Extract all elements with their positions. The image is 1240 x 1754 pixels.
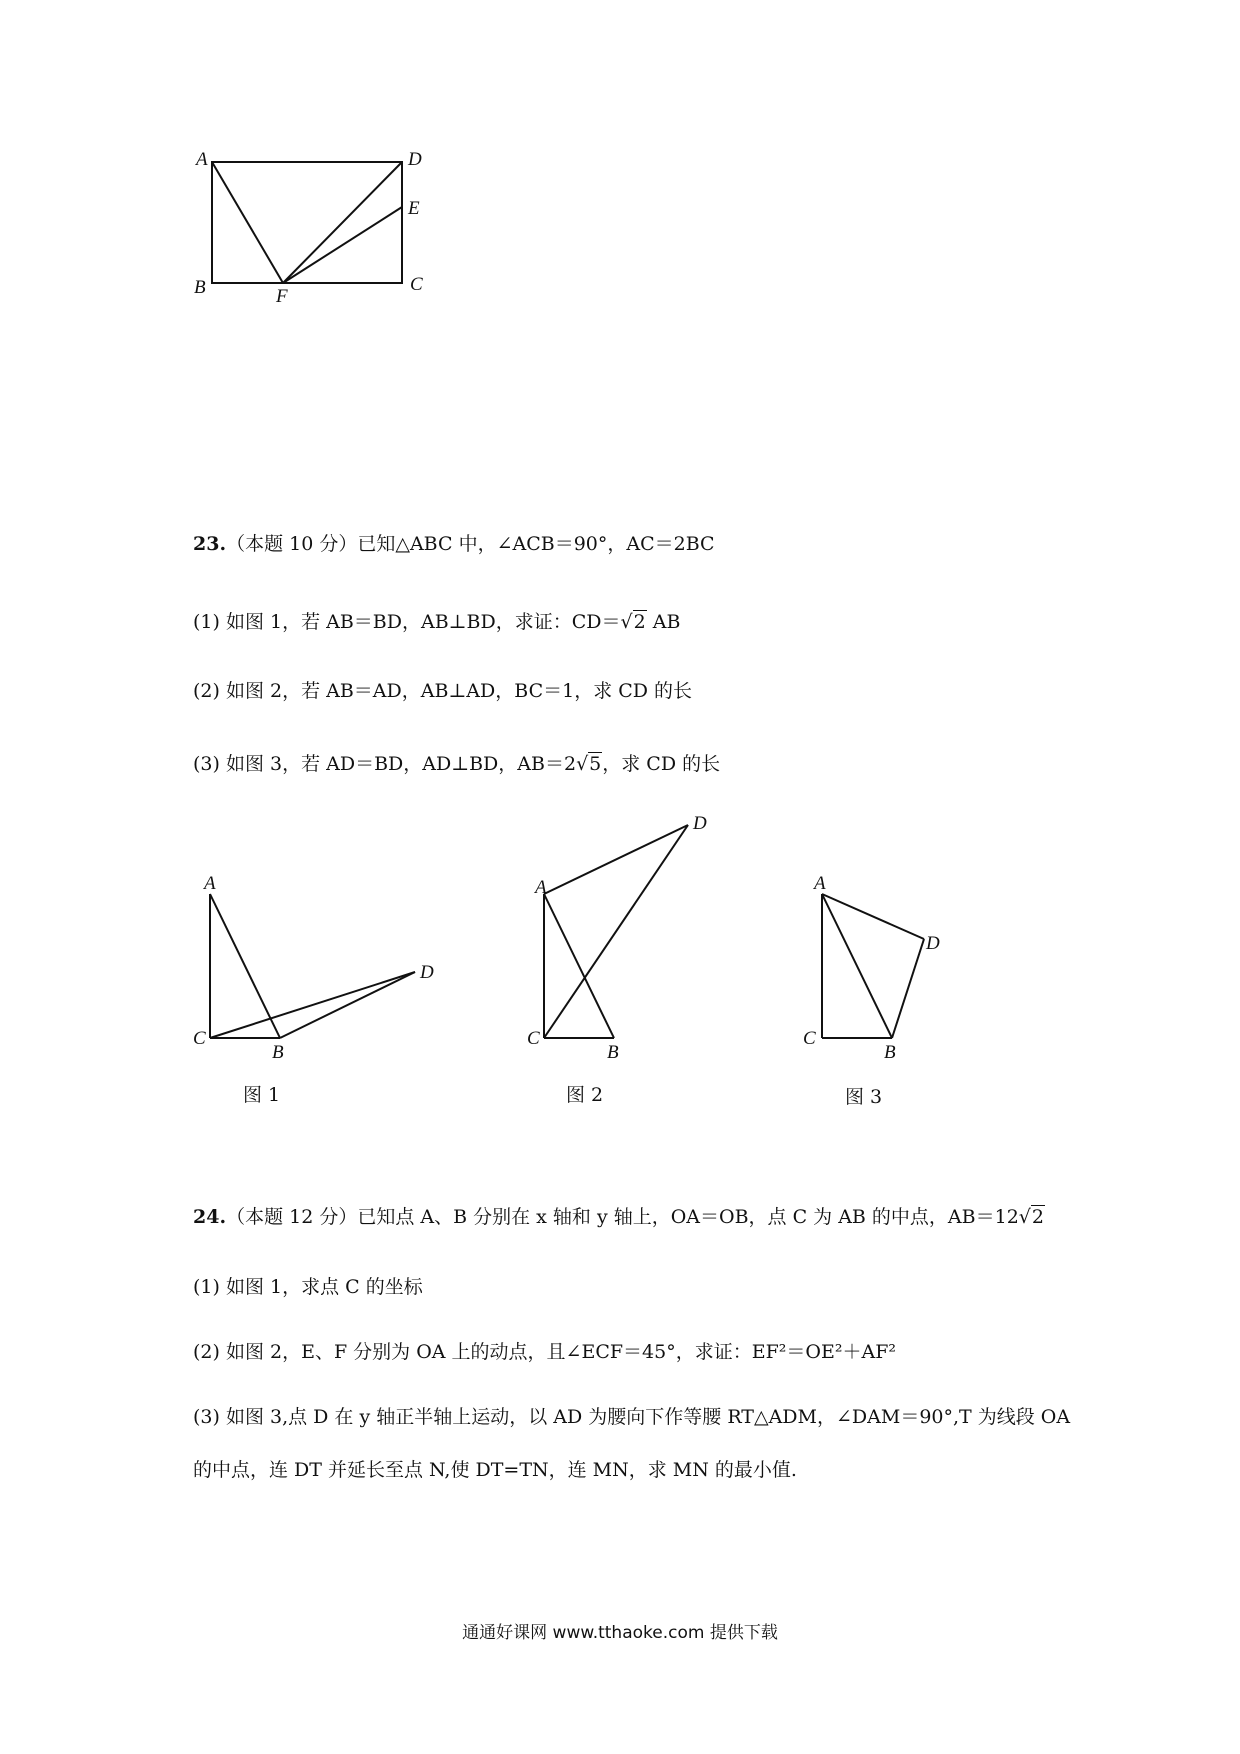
q24-part3-line1: (3) 如图 3,点 D 在 y 轴正半轴上运动，以 AD 为腰向下作等腰 RT△ADM，∠DAM＝90°,T 为线段 OA bbox=[193, 1406, 1071, 1428]
q24-intro: 24.（本题 12 分）已知点 A、B 分别在 x 轴和 y 轴上，OA＝OB，点 C 为 AB 的中点，AB＝12√2 bbox=[193, 1206, 1044, 1228]
fig1-label-a: A bbox=[204, 873, 216, 894]
fig2-label-a: A bbox=[535, 877, 547, 898]
fig2-label-c: C bbox=[527, 1028, 540, 1049]
q24-part3-line2: 的中点，连 DT 并延长至点 N,使 DT=TN，连 MN，求 MN 的最小值. bbox=[193, 1459, 797, 1481]
label-d: D bbox=[408, 149, 422, 170]
figure-2 bbox=[525, 810, 745, 1070]
fig1-caption: 图 1 bbox=[243, 1084, 281, 1106]
segment-fe bbox=[283, 207, 402, 283]
fig2-label-d: D bbox=[693, 813, 707, 834]
q23-number: 23 bbox=[193, 533, 220, 555]
q23-points: （本题 10 分） bbox=[226, 533, 358, 555]
q24-points: （本题 12 分） bbox=[226, 1206, 358, 1228]
q23-intro-text: 已知△ABC 中，∠ACB＝90°，AC＝2BC bbox=[357, 533, 715, 555]
fig3-caption: 图 3 bbox=[845, 1086, 883, 1108]
sqrt-2-ab: √2 bbox=[1018, 1206, 1044, 1228]
q23-intro: 23.（本题 10 分）已知△ABC 中，∠ACB＝90°，AC＝2BC bbox=[193, 533, 715, 555]
q24-part1: (1) 如图 1，求点 C 的坐标 bbox=[193, 1276, 423, 1298]
fig1-label-d: D bbox=[420, 962, 434, 983]
label-b: B bbox=[194, 277, 206, 298]
rectangle-abcd bbox=[212, 162, 402, 283]
label-e: E bbox=[408, 198, 420, 219]
label-a: A bbox=[196, 149, 208, 170]
sqrt-5: √5 bbox=[576, 753, 602, 775]
fig3-label-b: B bbox=[884, 1042, 896, 1063]
label-c: C bbox=[410, 274, 423, 295]
q24-number: 24 bbox=[193, 1206, 220, 1228]
figure-1 bbox=[190, 870, 450, 1070]
fig2-label-b: B bbox=[607, 1042, 619, 1063]
fig3-label-d: D bbox=[926, 933, 940, 954]
fig3-label-c: C bbox=[803, 1028, 816, 1049]
fig1-label-b: B bbox=[272, 1042, 284, 1063]
q24-part2: (2) 如图 2，E、F 分别为 OA 上的动点，且∠ECF＝45°，求证：EF²＝OE²＋AF² bbox=[193, 1341, 896, 1363]
figure-3 bbox=[800, 870, 980, 1070]
fig3-label-a: A bbox=[814, 873, 826, 894]
segment-fd bbox=[283, 162, 402, 283]
q23-part3: (3) 如图 3，若 AD＝BD，AD⊥BD，AB＝2√5，求 CD 的长 bbox=[193, 753, 721, 775]
footer-credit: 通通好课网 www.tthaoke.com 提供下载 bbox=[462, 1623, 778, 1643]
sqrt-2: √2 bbox=[620, 611, 646, 633]
q23-part1: (1) 如图 1，若 AB＝BD，AB⊥BD，求证：CD＝√2 AB bbox=[193, 611, 681, 633]
fig2-caption: 图 2 bbox=[566, 1084, 604, 1106]
segment-af bbox=[212, 162, 283, 283]
rectangle-figure bbox=[170, 140, 450, 310]
label-f: F bbox=[276, 286, 288, 307]
q23-part2: (2) 如图 2，若 AB＝AD，AB⊥AD，BC＝1，求 CD 的长 bbox=[193, 680, 693, 702]
fig1-label-c: C bbox=[193, 1028, 206, 1049]
